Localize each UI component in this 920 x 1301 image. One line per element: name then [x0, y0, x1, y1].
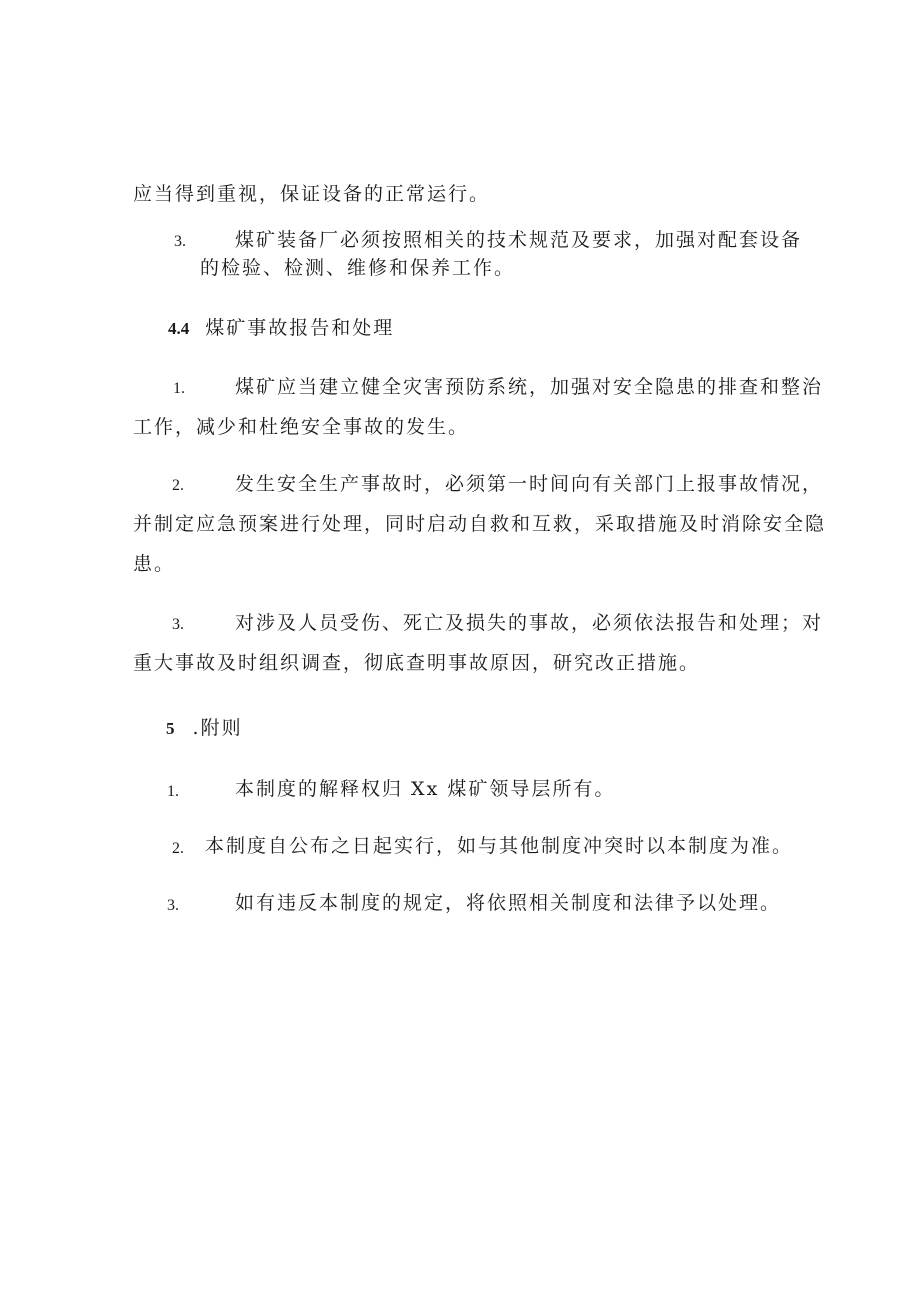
list-item-text: 如有违反本制度的规定，将依照相关制度和法律予以处理。	[235, 892, 782, 914]
section-title: .附则	[192, 717, 243, 739]
list-item-text: 本制度自公布之日起实行，如与其他制度冲突时以本制度为准。	[205, 835, 794, 857]
list-number: 3.	[167, 897, 179, 914]
section-heading-5	[166, 715, 243, 742]
list-item-text: 工作，减少和杜绝安全事故的发生。	[133, 416, 470, 438]
list-item-text: 患。	[133, 553, 176, 575]
list-item-text: 对涉及人员受伤、死亡及损失的事故，必须依法报告和处理；对	[235, 612, 824, 634]
list-number: 3.	[174, 233, 186, 250]
list-item-text: 本制度的解释权归 Xx 煤矿领导层所有。	[235, 778, 616, 800]
list-item-text: 煤矿应当建立健全灾害预防系统，加强对安全隐患的排查和整治	[235, 376, 824, 398]
paragraph-continuation: 应当得到重视，保证设备的正常运行。	[133, 183, 491, 205]
section-title: 煤矿事故报告和处理	[205, 317, 395, 339]
list-item-text: 的检验、检测、维修和保养工作。	[200, 257, 516, 279]
list-number: 3.	[172, 616, 184, 633]
list-number: 1.	[167, 783, 179, 800]
list-number: 2.	[172, 477, 184, 494]
section-number: 4.4	[168, 319, 190, 338]
list-item-text: 发生安全生产事故时，必须第一时间向有关部门上报事故情况，	[235, 473, 824, 495]
list-number: 2.	[172, 840, 184, 857]
list-item-text: 重大事故及时组织调查，彻底查明事故原因，研究改正措施。	[133, 652, 701, 674]
list-number: 1.	[173, 380, 185, 397]
list-item-text: 煤矿装备厂必须按照相关的技术规范及要求，加强对配套设备	[235, 229, 803, 251]
section-number: 5	[166, 719, 175, 738]
section-heading-4-4	[168, 315, 394, 342]
list-item-text: 并制定应急预案进行处理，同时启动自救和互救，采取措施及时消除安全隐	[133, 513, 827, 535]
